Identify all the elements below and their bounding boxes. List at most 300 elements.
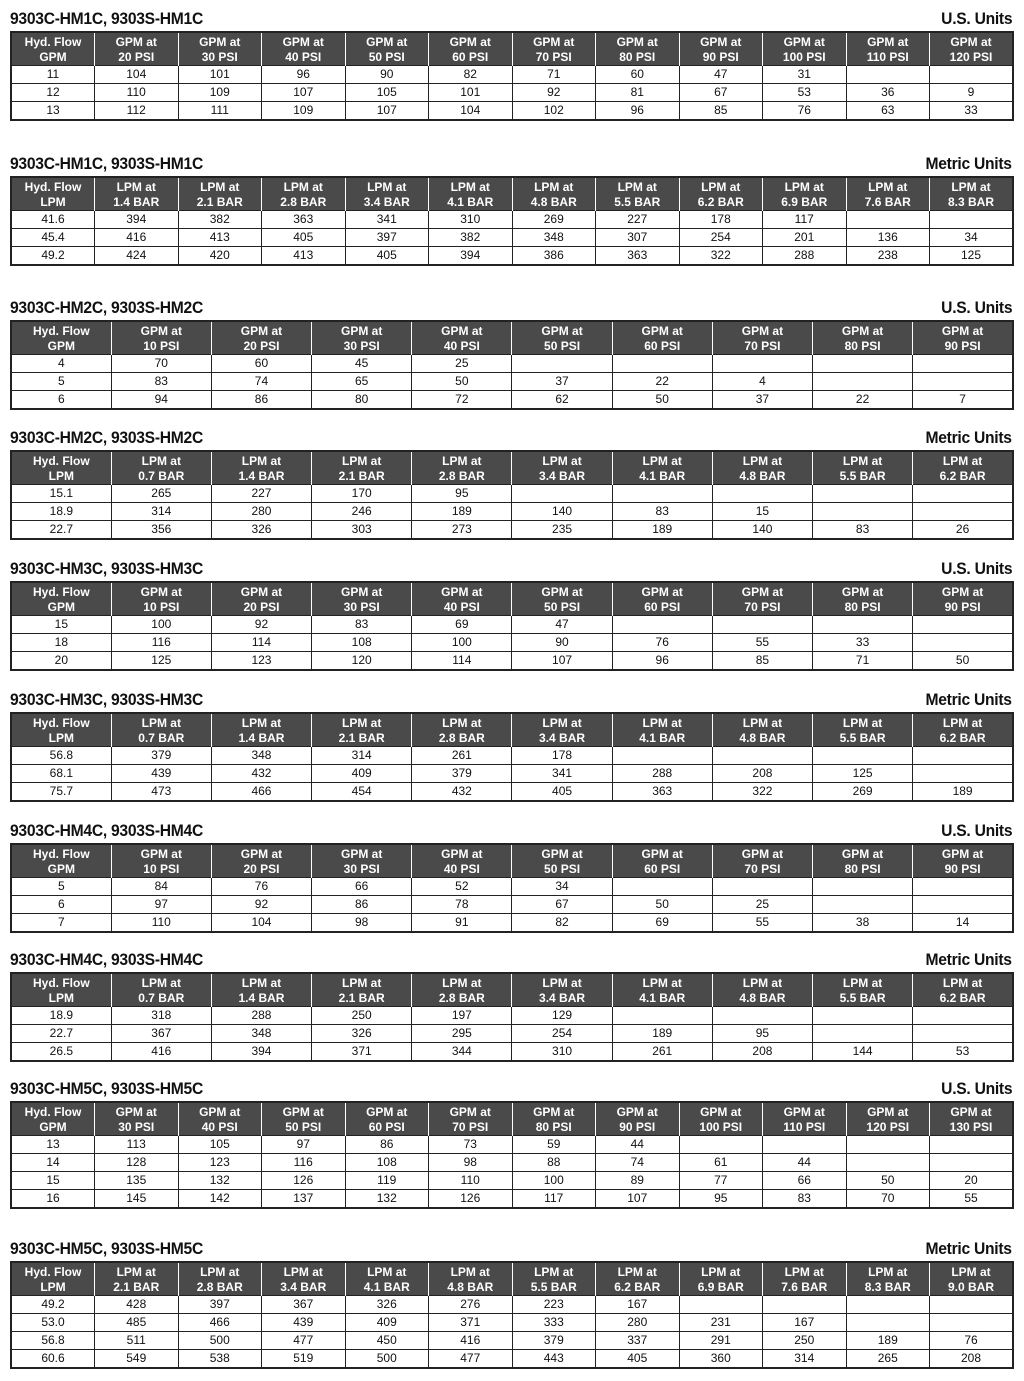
header-line-1: GPM at: [541, 323, 583, 338]
section-title: 9303C-HM4C, 9303S-HM4C: [10, 950, 203, 969]
section-title: 9303C-HM4C, 9303S-HM4C: [10, 821, 203, 840]
table-row: [11, 783, 1013, 802]
header-line-1: GPM at: [841, 584, 884, 599]
value-cell: 67: [512, 896, 612, 914]
section-header: [10, 1079, 1014, 1101]
flow-column-header: [11, 582, 111, 616]
value-cell: 80: [312, 391, 412, 410]
header-line-2: 6.2 BAR: [939, 730, 986, 745]
value-cell: 167: [763, 1314, 847, 1332]
flow-column-header: [11, 1102, 95, 1136]
flow-table: [10, 31, 1014, 121]
value-cell: 231: [679, 1314, 763, 1332]
pressure-column-header: [262, 1102, 346, 1136]
header-line-1: LPM at: [951, 179, 991, 194]
section-header: [10, 428, 1014, 450]
value-cell: 119: [345, 1172, 429, 1190]
value-cell: [813, 616, 913, 634]
pressure-column-header: [596, 1102, 680, 1136]
value-cell: 102: [512, 102, 596, 121]
pressure-column-header: [211, 844, 311, 878]
value-cell: [512, 355, 612, 373]
header-line-2: 2.1 BAR: [338, 730, 385, 745]
header-line-2: 4.1 BAR: [639, 468, 686, 483]
value-cell: [763, 1136, 847, 1154]
header-line-2: 4.8 BAR: [739, 730, 786, 745]
value-cell: 88: [512, 1154, 596, 1172]
header-line-2: 100 PSI: [782, 49, 826, 64]
header-line-1: LPM at: [141, 453, 181, 468]
flow-cell: 49.2: [11, 1296, 95, 1314]
flow-cell: 12: [11, 84, 95, 102]
value-cell: 101: [178, 66, 262, 84]
pressure-column-header: [412, 451, 512, 485]
pressure-column-header: [596, 1262, 680, 1296]
value-cell: 123: [211, 652, 311, 671]
value-cell: 85: [679, 102, 763, 121]
value-cell: [913, 747, 1013, 765]
header-line-2: 70 PSI: [452, 1119, 489, 1134]
pressure-column-header: [913, 451, 1013, 485]
value-cell: 50: [913, 652, 1013, 671]
value-cell: 235: [512, 521, 612, 540]
value-cell: 98: [312, 914, 412, 933]
performance-table-section: [10, 690, 1014, 802]
header-line-1: LPM at: [842, 453, 883, 468]
table-row: [11, 1007, 1013, 1025]
value-cell: 238: [846, 247, 930, 266]
value-cell: 66: [763, 1172, 847, 1190]
value-cell: 76: [763, 102, 847, 121]
value-cell: 107: [512, 652, 612, 671]
header-line-1: LPM at: [341, 715, 382, 730]
pressure-column-header: [111, 973, 211, 1007]
pressure-column-header: [111, 844, 211, 878]
header-row: [11, 713, 1013, 747]
value-cell: 485: [95, 1314, 179, 1332]
value-cell: 34: [512, 878, 612, 896]
value-cell: 341: [345, 211, 429, 229]
value-cell: 92: [512, 84, 596, 102]
pressure-column-header: [679, 1262, 763, 1296]
header-line-2: 100 PSI: [699, 1119, 743, 1134]
header-line-2: 4.1 BAR: [447, 194, 494, 209]
value-cell: 500: [345, 1350, 429, 1369]
header-line-2: 7.6 BAR: [864, 194, 911, 209]
header-line-1: Hyd. Flow: [33, 584, 90, 599]
header-line-1: LPM at: [842, 975, 883, 990]
pressure-column-header: [111, 321, 211, 355]
pressure-column-header: [412, 844, 512, 878]
header-line-1: LPM at: [868, 179, 908, 194]
header-line-1: GPM at: [240, 323, 283, 338]
header-line-1: LPM at: [442, 715, 482, 730]
header-line-2: 3.4 BAR: [539, 730, 586, 745]
header-line-2: 80 PSI: [844, 599, 881, 614]
header-line-1: LPM at: [701, 1264, 741, 1279]
value-cell: [612, 485, 712, 503]
value-cell: 360: [679, 1350, 763, 1369]
value-cell: 110: [111, 914, 211, 933]
header-line-1: GPM at: [441, 323, 483, 338]
section-title: 9303C-HM3C, 9303S-HM3C: [10, 690, 203, 709]
value-cell: 96: [596, 102, 680, 121]
flow-column-header: [11, 973, 111, 1007]
flow-column-header: [11, 713, 111, 747]
flow-table: [10, 1261, 1014, 1369]
section-title: 9303C-HM1C, 9303S-HM1C: [10, 9, 203, 28]
value-cell: 227: [596, 211, 680, 229]
pressure-column-header: [312, 582, 412, 616]
value-cell: [612, 878, 712, 896]
flow-cell: 56.8: [11, 747, 111, 765]
value-cell: 105: [178, 1136, 262, 1154]
header-line-2: 8.3 BAR: [864, 1279, 911, 1294]
pressure-column-header: [512, 321, 612, 355]
table-row: [11, 878, 1013, 896]
flow-cell: 13: [11, 1136, 95, 1154]
value-cell: 439: [262, 1314, 346, 1332]
value-cell: 107: [262, 84, 346, 102]
header-line-1: GPM at: [449, 1104, 491, 1119]
table-row: [11, 1136, 1013, 1154]
value-cell: 310: [429, 211, 513, 229]
table-row: [11, 211, 1013, 229]
header-line-2: 4.1 BAR: [363, 1279, 410, 1294]
pressure-column-header: [512, 844, 612, 878]
value-cell: 142: [178, 1190, 262, 1209]
value-cell: 223: [512, 1296, 596, 1314]
value-cell: 341: [512, 765, 612, 783]
pressure-column-header: [412, 973, 512, 1007]
header-line-1: GPM at: [140, 846, 182, 861]
value-cell: 405: [345, 247, 429, 266]
value-cell: 413: [178, 229, 262, 247]
header-line-1: LPM at: [241, 975, 282, 990]
header-line-1: GPM at: [340, 846, 383, 861]
value-cell: 363: [612, 783, 712, 802]
pressure-column-header: [345, 32, 429, 66]
pressure-column-header: [178, 1262, 262, 1296]
pressure-column-header: [763, 1262, 847, 1296]
flow-column-header: [11, 321, 111, 355]
flow-cell: 16: [11, 1190, 95, 1209]
value-cell: 246: [312, 503, 412, 521]
pressure-column-header: [512, 582, 612, 616]
pressure-column-header: [95, 177, 179, 211]
pressure-column-header: [211, 973, 311, 1007]
header-line-2: 2.1 BAR: [196, 194, 243, 209]
header-line-2: 2.8 BAR: [438, 730, 485, 745]
flow-column-header: [11, 1262, 95, 1296]
value-cell: 52: [412, 878, 512, 896]
value-cell: 280: [211, 503, 311, 521]
value-cell: 367: [262, 1296, 346, 1314]
value-cell: 269: [512, 211, 596, 229]
value-cell: 450: [345, 1332, 429, 1350]
pressure-column-header: [412, 582, 512, 616]
flow-cell: 68.1: [11, 765, 111, 783]
header-line-1: GPM at: [541, 846, 583, 861]
header-row: [11, 1102, 1013, 1136]
pressure-column-header: [429, 1262, 513, 1296]
value-cell: 114: [211, 634, 311, 652]
pressure-column-header: [312, 321, 412, 355]
pressure-column-header: [612, 451, 712, 485]
flow-table: [10, 176, 1014, 266]
header-line-2: GPM: [39, 49, 67, 64]
header-line-2: 4.1 BAR: [639, 990, 686, 1005]
header-line-1: GPM at: [441, 584, 483, 599]
table-row: [11, 1350, 1013, 1369]
header-line-2: 120 PSI: [866, 1119, 910, 1134]
header-line-2: 80 PSI: [619, 49, 656, 64]
value-cell: 132: [345, 1190, 429, 1209]
flow-column-header: [11, 844, 111, 878]
header-line-2: 40 PSI: [443, 338, 480, 353]
header-line-2: 7.6 BAR: [781, 1279, 828, 1294]
header-line-2: 60 PSI: [452, 49, 489, 64]
value-cell: 55: [930, 1190, 1014, 1209]
header-line-1: GPM at: [941, 323, 984, 338]
value-cell: 76: [930, 1332, 1014, 1350]
value-cell: [930, 1136, 1014, 1154]
value-cell: 473: [111, 783, 211, 802]
header-line-2: 90 PSI: [619, 1119, 656, 1134]
header-line-1: GPM at: [941, 584, 984, 599]
value-cell: 363: [596, 247, 680, 266]
value-cell: 254: [679, 229, 763, 247]
table-row: [11, 229, 1013, 247]
value-cell: 208: [712, 765, 812, 783]
value-cell: 261: [612, 1043, 712, 1062]
value-cell: 38: [813, 914, 913, 933]
header-line-1: GPM at: [449, 34, 491, 49]
header-line-1: LPM at: [450, 1264, 490, 1279]
value-cell: 409: [345, 1314, 429, 1332]
section-title: 9303C-HM3C, 9303S-HM3C: [10, 559, 203, 578]
pressure-column-header: [512, 451, 612, 485]
header-line-1: GPM at: [199, 34, 241, 49]
units-label: Metric Units: [925, 428, 1012, 447]
value-cell: 367: [111, 1025, 211, 1043]
value-cell: 108: [345, 1154, 429, 1172]
value-cell: [712, 1007, 812, 1025]
header-line-1: GPM at: [950, 1104, 992, 1119]
header-line-2: 30 PSI: [343, 599, 380, 614]
pressure-column-header: [95, 32, 179, 66]
header-line-2: 90 PSI: [944, 599, 981, 614]
value-cell: 20: [930, 1172, 1014, 1190]
performance-table-section: [10, 559, 1014, 671]
header-line-2: 80 PSI: [535, 1119, 572, 1134]
header-line-1: LPM at: [542, 453, 582, 468]
header-line-2: 10 PSI: [143, 599, 180, 614]
value-cell: 416: [95, 229, 179, 247]
flow-cell: 18.9: [11, 503, 111, 521]
value-cell: [813, 485, 913, 503]
header-line-2: 5.5 BAR: [839, 730, 886, 745]
header-line-1: LPM at: [241, 715, 282, 730]
performance-table-section: [10, 428, 1014, 540]
flow-table: [10, 843, 1014, 933]
value-cell: 265: [111, 485, 211, 503]
header-line-2: 1.4 BAR: [238, 468, 285, 483]
header-line-2: LPM: [40, 1279, 66, 1294]
header-line-2: 90 PSI: [944, 861, 981, 876]
performance-table-section: [10, 1239, 1014, 1369]
value-cell: [612, 747, 712, 765]
value-cell: 276: [429, 1296, 513, 1314]
value-cell: 71: [512, 66, 596, 84]
header-line-1: GPM at: [140, 584, 182, 599]
value-cell: 76: [211, 878, 311, 896]
header-line-1: GPM at: [741, 846, 784, 861]
flow-table: [10, 1101, 1014, 1209]
table-row: [11, 373, 1013, 391]
value-cell: 7: [913, 391, 1013, 410]
value-cell: 50: [612, 896, 712, 914]
pressure-column-header: [345, 1102, 429, 1136]
header-line-2: 4.8 BAR: [739, 468, 786, 483]
table-row: [11, 1332, 1013, 1350]
header-line-1: GPM at: [282, 1104, 324, 1119]
table-row: [11, 485, 1013, 503]
header-line-1: GPM at: [541, 584, 583, 599]
pressure-column-header: [612, 844, 712, 878]
value-cell: [813, 373, 913, 391]
value-cell: 47: [679, 66, 763, 84]
pressure-column-header: [712, 844, 812, 878]
value-cell: 348: [211, 747, 311, 765]
header-line-1: Hyd. Flow: [33, 975, 90, 990]
value-cell: 96: [612, 652, 712, 671]
value-cell: 44: [596, 1136, 680, 1154]
performance-table-section: [10, 1079, 1014, 1209]
pressure-column-header: [512, 713, 612, 747]
value-cell: [813, 355, 913, 373]
header-line-1: LPM at: [742, 715, 783, 730]
value-cell: 265: [846, 1350, 930, 1369]
header-line-2: 4.1 BAR: [639, 730, 686, 745]
value-cell: [913, 503, 1013, 521]
pressure-column-header: [178, 1102, 262, 1136]
value-cell: [612, 355, 712, 373]
value-cell: 379: [111, 747, 211, 765]
value-cell: 107: [345, 102, 429, 121]
pressure-column-header: [712, 713, 812, 747]
header-line-2: 60 PSI: [368, 1119, 405, 1134]
header-line-1: LPM at: [450, 179, 490, 194]
value-cell: [612, 1007, 712, 1025]
value-cell: 55: [712, 634, 812, 652]
pressure-column-header: [345, 1262, 429, 1296]
pressure-column-header: [596, 32, 680, 66]
table-row: [11, 1296, 1013, 1314]
value-cell: 37: [712, 391, 812, 410]
pressure-column-header: [913, 973, 1013, 1007]
header-line-1: Hyd. Flow: [33, 846, 90, 861]
table-row: [11, 914, 1013, 933]
section-header: [10, 154, 1014, 176]
header-line-2: 3.4 BAR: [280, 1279, 327, 1294]
value-cell: [930, 1154, 1014, 1172]
flow-cell: 45.4: [11, 229, 95, 247]
value-cell: 382: [429, 229, 513, 247]
pressure-column-header: [763, 32, 847, 66]
value-cell: 397: [345, 229, 429, 247]
value-cell: [813, 747, 913, 765]
flow-cell: 6: [11, 896, 111, 914]
value-cell: 201: [763, 229, 847, 247]
header-line-2: 8.3 BAR: [947, 194, 994, 209]
header-line-2: 2.8 BAR: [438, 990, 485, 1005]
value-cell: 110: [95, 84, 179, 102]
header-line-2: 2.8 BAR: [196, 1279, 243, 1294]
value-cell: 25: [712, 896, 812, 914]
flow-cell: 22.7: [11, 1025, 111, 1043]
units-label: Metric Units: [925, 690, 1012, 709]
flow-table: [10, 712, 1014, 802]
header-line-1: LPM at: [141, 715, 181, 730]
header-line-1: GPM at: [240, 846, 283, 861]
performance-table-section: [10, 154, 1014, 266]
value-cell: 466: [178, 1314, 262, 1332]
value-cell: 314: [312, 747, 412, 765]
value-cell: 363: [262, 211, 346, 229]
flow-cell: 7: [11, 914, 111, 933]
value-cell: 94: [111, 391, 211, 410]
value-cell: 140: [512, 503, 612, 521]
header-line-2: 9.0 BAR: [947, 1279, 994, 1294]
value-cell: 31: [763, 66, 847, 84]
table-row: [11, 102, 1013, 121]
value-cell: 116: [111, 634, 211, 652]
header-line-2: 40 PSI: [201, 1119, 238, 1134]
value-cell: 53: [913, 1043, 1013, 1062]
header-line-2: LPM: [48, 730, 75, 745]
header-line-2: LPM: [48, 990, 75, 1005]
header-line-1: LPM at: [367, 1264, 407, 1279]
header-line-2: GPM: [39, 1119, 67, 1134]
pressure-column-header: [412, 321, 512, 355]
flow-cell: 6: [11, 391, 111, 410]
flow-column-header: [11, 177, 95, 211]
header-line-2: LPM: [40, 194, 66, 209]
value-cell: 83: [312, 616, 412, 634]
value-cell: 443: [512, 1350, 596, 1369]
value-cell: 386: [512, 247, 596, 266]
value-cell: 538: [178, 1350, 262, 1369]
header-line-1: GPM at: [941, 846, 984, 861]
flow-column-header: [11, 451, 111, 485]
value-cell: 107: [596, 1190, 680, 1209]
header-line-1: GPM at: [841, 323, 884, 338]
header-line-1: LPM at: [542, 715, 582, 730]
value-cell: 47: [512, 616, 612, 634]
value-cell: [763, 1296, 847, 1314]
value-cell: [846, 1154, 930, 1172]
header-line-2: 6.9 BAR: [781, 194, 828, 209]
value-cell: 55: [712, 914, 812, 933]
table-row: [11, 1154, 1013, 1172]
value-cell: 394: [95, 211, 179, 229]
value-cell: 86: [312, 896, 412, 914]
value-cell: 128: [95, 1154, 179, 1172]
pressure-column-header: [813, 713, 913, 747]
value-cell: 100: [412, 634, 512, 652]
pressure-column-header: [712, 582, 812, 616]
